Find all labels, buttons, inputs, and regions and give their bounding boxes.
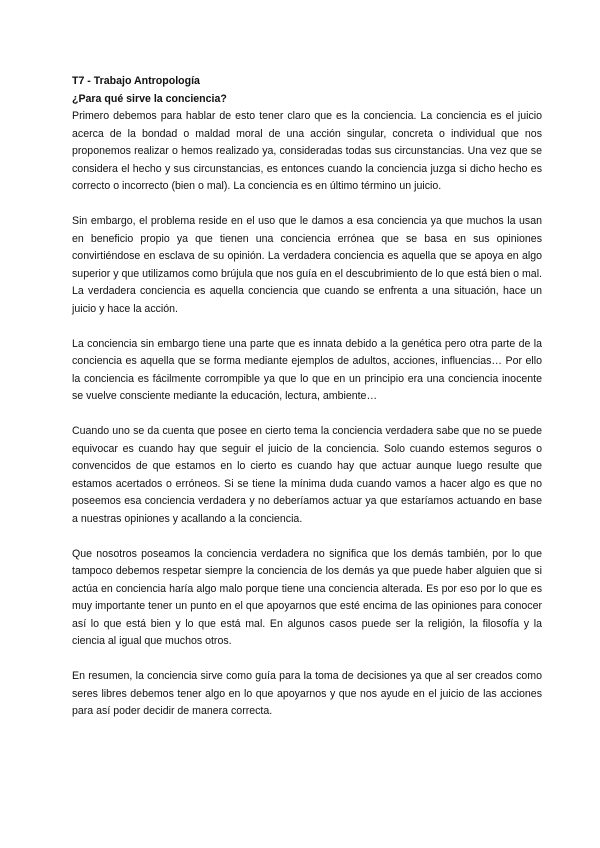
paragraph-gap (72, 196, 542, 214)
paragraph-gap (72, 528, 542, 546)
paragraph-gap (72, 406, 542, 424)
document-question: ¿Para qué sirve la conciencia? (72, 92, 227, 105)
paragraph-4: Cuando uno se da cuenta que posee en cierto tema la conciencia verdadera sabe que no se puede equivocar es cuando hay que seguir el juicio de la conciencia. Solo cuando estemos seguros o convencidos de que estamos en lo cierto es cuando hay que actuar aunque luego resulte que estamos acertados o erróneos. Si se tiene la mínima duda cuando vamos a hacer algo es que no poseemos esa conciencia verdadera y no deberíamos actuar ya que estaríamos actuando en base a nuestras opiniones y acallando a la conciencia. (72, 425, 542, 525)
paragraph-gap (72, 651, 542, 669)
document-page (72, 73, 542, 721)
document-title: T7 - Trabajo Antropología (72, 75, 200, 87)
paragraph-1: Primero debemos para hablar de esto tener claro que es la conciencia. La conciencia es el juicio acerca de la bondad o maldad moral de una acción singular, concreta o individual que nos proponemos realizar o hemos realizado ya, consideradas todas sus circunstancias. Una vez que se considera el hecho y sus circunstancias, es entonces cuando la conciencia juzga si dicho hecho es correcto o incorrecto (bien o mal). La conciencia es en último término un juicio. (72, 110, 542, 192)
paragraph-gap (72, 318, 542, 336)
paragraph-3: La conciencia sin embargo tiene una parte que es innata debido a la genética pero otra parte de la conciencia es aquella que se forma mediante ejemplos de adultos, acciones, influencias… Por ello la conciencia es fácilmente corrompible ya que lo que en un principio era una conciencia inocente se vuelve consciente mediante la educación, lectura, ambiente… (72, 337, 542, 402)
paragraph-5: Que nosotros poseamos la conciencia verdadera no significa que los demás también, por lo que tampoco debemos respetar siempre la conciencia de los demás ya que puede haber alguien que si actúa en conciencia haría algo malo porque tiene una conciencia alterada. Es por eso por lo que es muy importante tener un punto en el que apoyarnos que esté encima de las opiniones para conocer así lo que está bien y lo que está mal. En algunos casos puede ser la religión, la filosofía y la ciencia al igual que muchos otros. (72, 547, 542, 647)
paragraph-6: En resumen, la conciencia sirve como guía para la toma de decisiones ya que al ser creados como seres libres debemos tener algo en lo que apoyarnos y que nos ayude en el juicio de las acciones para así poder decidir de manera correcta. (72, 670, 542, 717)
paragraph-2: Sin embargo, el problema reside en el uso que le damos a esa conciencia ya que muchos la usan en beneficio propio ya que tienen una conciencia errónea que se basa en sus opiniones convirtiéndose en esclava de su opinión. La verdadera conciencia es aquella que se apoya en algo superior y que utilizamos como brújula que nos guía en el descubrimiento de lo que está bien o mal. La verdadera conciencia es aquella conciencia que cuando se enfrenta a una situación, hace un juicio y hace la acción. (72, 215, 542, 315)
